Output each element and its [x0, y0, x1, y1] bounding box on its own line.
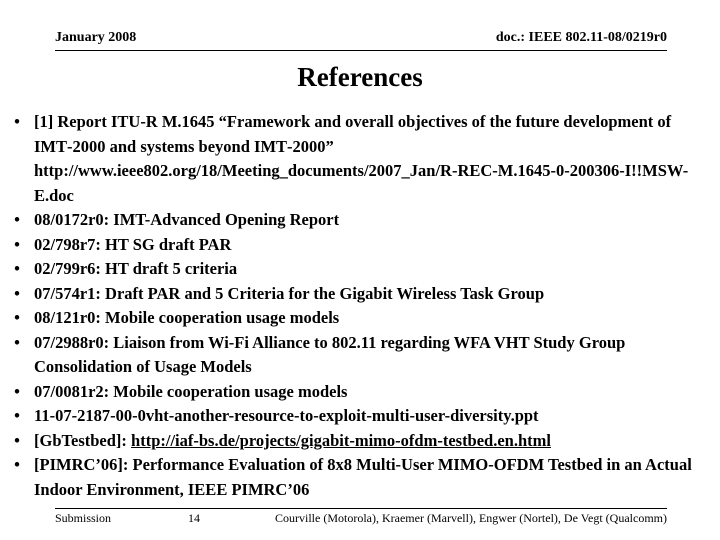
list-item	[10, 110, 710, 208]
reference-text: 07/2988r0: Liaison from Wi-Fi Alliance to 802.11 regarding WFA VHT Study Group Consolidation of Usage Models	[34, 332, 626, 376]
bullet-icon: •	[14, 259, 20, 278]
reference-text: 02/798r7: HT SG draft PAR	[34, 234, 232, 254]
testbed-link[interactable]: http://iaf-bs.de/projects/gigabit-mimo-ofdm-testbed.en.html	[131, 430, 551, 450]
slide-footer	[55, 508, 667, 529]
reference-prefix: [GbTestbed]:	[34, 430, 132, 450]
bullet-icon: •	[14, 112, 20, 131]
references-list	[10, 110, 710, 502]
slide-title: References	[297, 62, 423, 92]
list-item	[10, 331, 710, 380]
reference-text: 07/0081r2: Mobile cooperation usage models	[34, 381, 348, 401]
bullet-icon: •	[14, 234, 20, 254]
list-item	[10, 208, 710, 233]
reference-text: [1] Report ITU-R M.1645 “Framework and overall objectives of the future development of IMT‐2000 and systems beyond IMT‐2000” http://www.ieee802.org/18/Meeting_documents/2007_Jan/R-REC-M.1645-0-200306-I!!MSW-E.doc	[34, 112, 689, 205]
list-item	[10, 282, 710, 307]
reference-text: 11-07-2187-00-0vht-another-resource-to-exploit-multi-user-diversity.ppt	[34, 406, 539, 425]
reference-text: 02/799r6: HT draft 5 criteria	[34, 259, 238, 278]
list-item	[10, 233, 710, 258]
list-item	[10, 380, 710, 405]
bullet-icon: •	[14, 283, 20, 303]
bullet-icon: •	[14, 430, 20, 450]
bullet-icon: •	[14, 455, 20, 474]
bullet-icon: •	[14, 381, 20, 401]
footer-submission: Submission	[55, 511, 112, 525]
reference-text: 07/574r1: Draft PAR and 5 Criteria for the Gigabit Wireless Task Group	[34, 283, 545, 303]
reference-text	[34, 431, 551, 450]
list-item	[10, 404, 710, 429]
header-date: January 2008	[55, 30, 137, 45]
list-item	[10, 429, 710, 454]
slide-header	[55, 30, 667, 51]
footer-page-number: 14	[188, 511, 200, 525]
list-item	[10, 453, 710, 502]
references-list-container	[10, 110, 710, 502]
list-item	[10, 257, 710, 282]
reference-text: [PIMRC’06]: Performance Evaluation of 8x8 Multi-User MIMO-OFDM Testbed in an Actual Indoor Environment, IEEE PIMRC’06	[34, 455, 692, 499]
footer-authors: Courville (Motorola), Kraemer (Marvell), Engwer (Nortel), De Vegt (Qualcomm)	[275, 511, 667, 525]
header-doc-id: doc.: IEEE 802.11-08/0219r0	[495, 30, 667, 45]
reference-text: 08/0172r0: IMT-Advanced Opening Report	[34, 210, 340, 229]
bullet-icon: •	[14, 210, 20, 229]
reference-text: 08/121r0: Mobile cooperation usage models	[34, 308, 340, 327]
list-item	[10, 306, 710, 331]
bullet-icon: •	[14, 308, 20, 327]
bullet-icon: •	[14, 332, 20, 352]
bullet-icon: •	[14, 406, 20, 425]
